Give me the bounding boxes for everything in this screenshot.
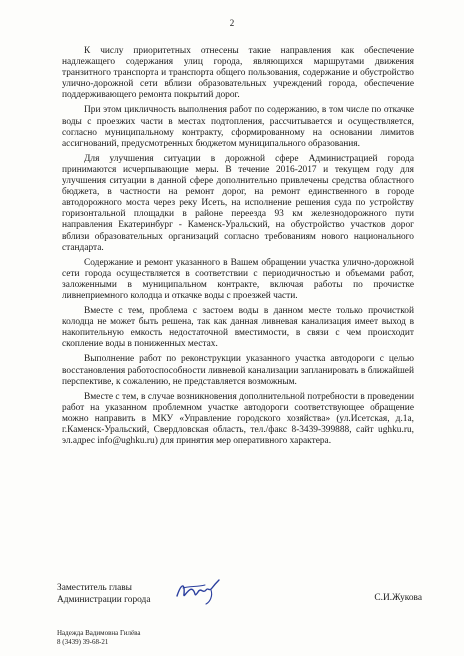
position-line: Администрации города [57,595,151,605]
paragraph: Выполнение работ по реконструкции указанного участка автодороги с целью восстановления работоспособности ливневой канализации запланировать в ближайшей перспективе, к сожалению, не представляется возможным. [62,354,414,387]
position-line: Заместитель главы [57,583,132,593]
paragraph: Содержание и ремонт указанного в Вашем обращении участка улично-дорожной сети города осуществляется в соответствии с периодичностью и объемами работ, заложенными в муниципальном контракте, включая работы по прочистке ливнеприемного колодца и откачке воды с проезжей части. [62,257,414,301]
paragraph: Вместе с тем, проблема с застоем воды в данном месте только прочисткой колодца не может быть решена, так как данная ливневая канализация имеет выход в накопительную емкость недостаточной вместимости, в связи с чем происходит скопление воды в пониженных местах. [62,306,414,350]
executor-info [57,629,140,646]
signatory-name: С.И.Жукова [374,593,422,603]
executor-name: Надежда Вадимовна Гилёва [57,629,141,637]
paragraph: Вместе с тем, в случае возникновения дополнительной потребности в проведении работ на указанном проблемном участке автодороги соответствующее обращение можно направить в МКУ «Управление городского хозяйства» (ул.Исетская, д.1а, г.Каменск-Уральский, Свердловская область, тел./факс 8-3439-399888, сайт ughku.ru, эл.адрес info@ughku.ru) для принятия мер оперативного характера. [62,391,414,447]
letter-body [62,46,414,451]
signatory-position [57,582,150,606]
page-number: 2 [229,18,235,28]
paragraph: Для улучшения ситуации в дорожной сфере Администрацией города принимаются исчерпывающие меры. В течение 2016-2017 и текущем году для улучшения ситуации в данной сфере дополнительно привлечены средства областного бюджета, в частности на ремонт дорог, на ремонт единственного в городе автодорожного моста через реку Исеть, на исполнение решения суда по устройству горизонтальной площадки в районе переезда 93 км железнодорожного пути направления Екатеринбург - Каменск-Уральский, на обустройство участков дорог вблизи образовательных организаций согласно требованиям нового национального стандарта. [62,153,414,253]
paragraph: При этом цикличность выполнения работ по содержанию, в том числе по откачке воды с проезжих части в местах подтопления, рассчитывается и осуществляется, согласно муниципальному контракту, сформированному на основании лимитов ассигнований, предусмотренных бюджетом муниципального образования. [62,105,414,149]
executor-phone: 8 (3439) 39-68-21 [57,637,109,646]
handwritten-signature [175,576,225,606]
paragraph: К числу приоритетных отнесены такие направления как обеспечение надлежащего содержания улиц города, являющихся маршрутами движения транзитного транспорта и транспорта общего пользования, содержание и обустройство улично-дорожной сети вблизи образовательных учреждений города, обеспечение поддерживающего ремонта покрытий дорог. [62,46,414,101]
